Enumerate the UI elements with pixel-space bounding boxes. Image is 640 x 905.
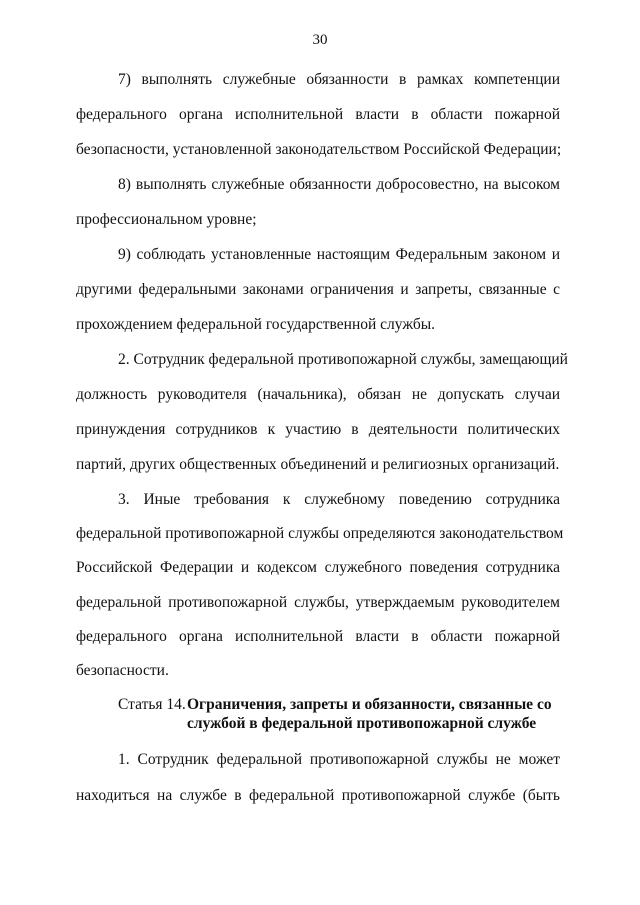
article-title-line: Ограничения, запреты и обязанности, связанные со [187,696,552,713]
page-number: 30 [312,32,328,48]
paragraph-line: другими федеральными законами ограничения и запреты, связанные с [76,281,560,298]
paragraph-line: 2. Сотрудник федеральной противопожарной службы, замещающий [118,351,568,368]
article-title-line: службой в федеральной противопожарной службе [187,715,537,732]
paragraph-line: 3. Иные требования к служебному поведению сотрудника [118,491,560,508]
paragraph-line: 1. Сотрудник федеральной противопожарной службы не может [118,751,560,768]
paragraph-line: федеральной противопожарной службы определяются законодательством [76,525,564,542]
paragraph-line: находиться на службе в федеральной противопожарной службе (быть [76,787,560,804]
paragraph-line: прохождением федеральной государственной службы. [76,316,436,333]
paragraph-line: Российской Федерации и кодексом служебного поведения сотрудника [76,559,560,576]
paragraph-line: безопасности. [76,662,169,679]
paragraph-line: должность руководителя (начальника), обязан не допускать случаи [76,386,560,403]
paragraph-line: федеральной противопожарной службы, утверждаемым руководителем [76,594,560,611]
paragraph-line: 9) соблюдать установленные настоящим Федеральным законом и [118,246,560,263]
paragraph-line: федерального органа исполнительной власти в области пожарной [76,628,560,645]
paragraph-line: профессиональном уровне; [76,211,257,228]
paragraph-line: 7) выполнять служебные обязанности в рамках компетенции [118,71,560,88]
article-label: Статья 14. [118,696,186,713]
paragraph-line: федерального органа исполнительной власти в области пожарной [76,106,560,123]
paragraph-line: партий, других общественных объединений и религиозных организаций. [76,456,560,473]
paragraph-line: 8) выполнять служебные обязанности добросовестно, на высоком [118,176,560,193]
paragraph-line: принуждения сотрудников к участию в деятельности политических [76,421,560,438]
paragraph-line: безопасности, установленной законодательством Российской Федерации; [76,141,562,158]
